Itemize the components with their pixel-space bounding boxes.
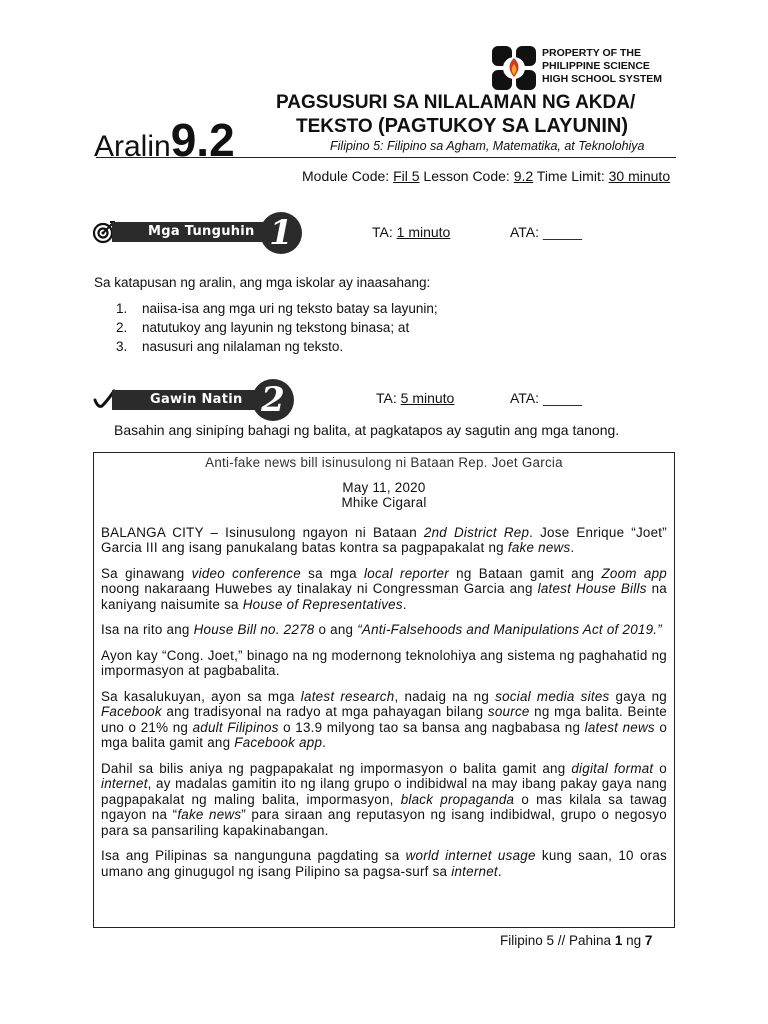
item-text: nasusuri ang nilalaman ng teksto. [142,339,344,354]
article-author: Mhike Cigaral [341,495,427,510]
item-text: natutukoy ang layunin ng tekstong binasa; at [142,320,410,335]
property-line: PROPERTY OF THE [542,47,641,59]
aralin-number: 9.2 [170,114,235,166]
lesson-title-line2 [296,115,628,138]
section-banner-gawin-natin [92,378,322,418]
page-footer [500,933,652,948]
banner-bar [112,222,282,242]
article-paragraph: Ayon kay “Cong. Joet,” binago na ng modernong teknolohiya ang sistema ng paghahatid ng impormasyon at pagbabalita. [101,647,667,678]
banner-number: 2 [252,379,294,421]
property-line: HIGH SCHOOL SYSTEM [542,73,662,85]
ta-value: 1 minuto [396,224,451,240]
banner-bar [112,390,272,410]
banner-number: 1 [260,212,302,254]
module-info [302,168,670,184]
banner-label: Mga Tunguhin [148,224,255,239]
item-number: 3. [116,339,128,354]
ata-blank: _____ [542,390,582,406]
aralin-label: Aralin [94,130,171,163]
activity-instruction: Basahin ang sinipíng bahagi ng balita, at pagkatapos ay sagutin ang mga tanong. [114,422,620,438]
ta-label: TA: [376,390,401,406]
list-item [96,337,438,356]
article-paragraph: Sa ginawang video conference sa mga local reporter ng Bataan gamit ang Zoom app noong nakaraang Huwebes ay tinalakay ni Congressman Garcia ang latest House Bills na kaniyang naisumite sa House of Representatives. [101,565,667,612]
property-line: PHILIPPINE SCIENCE [542,60,650,72]
article-date: May 11, 2020 [342,479,426,495]
course-subtitle: Filipino 5: Filipino sa Agham, Matematika, at Teknolohiya [330,139,645,153]
title-part: (PAGTUKOY SA LAYUNIN) [378,115,629,137]
article-paragraph: Isa na rito ang House Bill no. 2278 o ang “Anti-Falsehoods and Manipulations Act of 2019.” [101,622,662,637]
ta-time [372,224,450,240]
module-code-label: Module Code: [302,168,394,184]
footer-mid: ng [622,933,645,948]
objectives-list [96,299,438,356]
ata-label: ATA: [510,224,543,240]
ta-label: TA: [372,224,397,240]
lesson-code-label: Lesson Code: [419,168,514,184]
page-total: 7 [644,933,653,948]
ata-time [510,224,582,240]
objectives-intro: Sa katapusan ng aralin, ang mga iskolar ay inaasahang: [94,275,431,290]
page-number: 1 [614,933,623,948]
ata-blank: _____ [542,224,582,240]
article-paragraph: Isa ang Pilipinas sa nangunguna pagdating sa world internet usage kung saan, 10 oras umano ang ginugugol ng isang Pilipino sa pagsa-surf sa internet. [101,848,667,879]
time-limit: 30 minuto [608,168,671,184]
banner-label: Gawin Natin [150,392,243,407]
ata-time [510,390,582,406]
article-headline: Anti-fake news bill isinusulong ni Bataan Rep. Joet Garcia [205,455,563,470]
property-notice [542,47,662,86]
article-paragraph: Dahil sa bilis aniya ng pagpapakalat ng impormasyon o balita gamit ang digital format o internet, ay madalas gamitin ito ng ilang grupo o indibidwal na may ibang pakay gaya nang pagpapakalat ng maling balita, impormasyon, black propaganda o mas kilala sa tawag ngayon na “fake news” para siraan ang reputasyon ng isang indibidwal, grupo o negosyo para sa pansariling kapakinabangan. [101,760,667,838]
ta-value: 5 minuto [400,390,455,406]
lesson-code: 9.2 [513,168,534,184]
ta-time [376,390,454,406]
section-banner-tunguhin [92,210,322,253]
lesson-title-line1: PAGSUSURI SA NILALAMAN NG AKDA/ [276,92,636,113]
lesson-heading [94,114,235,166]
item-text: naiisa-isa ang mga uri ng teksto batay sa layunin; [142,301,438,316]
article-paragraph: BALANGA CITY – Isinusulong ngayon ni Bataan 2nd District Rep. Jose Enrique “Joet” Garcia III ang isang panukalang batas kontra sa pagpapakalat ng fake news. [101,524,667,555]
list-item [96,318,438,337]
item-number: 2. [116,320,128,335]
time-limit-label: Time Limit: [533,168,609,184]
item-number: 1. [116,301,128,316]
title-part: TEKSTO [296,116,378,137]
list-item [96,299,438,318]
article-paragraph: Sa kasalukuyan, ayon sa mga latest research, nadaig na ng social media sites gaya ng Facebook ang tradisyonal na radyo at mga pahayagan bilang source ng mga balita. Beinte uno o 21% ng adult Filipinos o 13.9 milyong tao sa bansa ang nagbabasa ng latest news o mga balita gamit ang Facebook app. [101,688,668,750]
ata-label: ATA: [510,390,543,406]
news-article-box [93,452,675,928]
module-code: Fil 5 [393,168,420,184]
header-divider [96,157,676,158]
footer-prefix: Filipino 5 // Pahina [500,933,615,948]
pshs-seal-icon [490,44,538,92]
